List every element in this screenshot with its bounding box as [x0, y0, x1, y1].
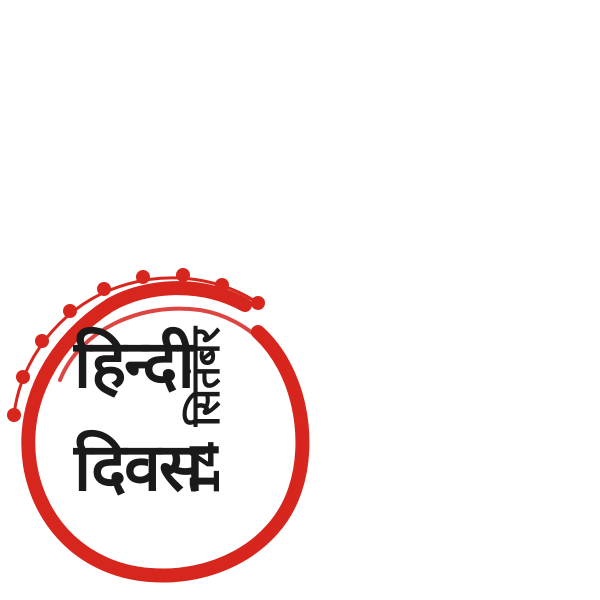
hindi-diwas-logo	[0, 250, 330, 590]
brush-circle-icon	[0, 250, 330, 590]
logo-title-line-2: दिवस	[74, 429, 202, 506]
logo-title-line-1: हिन्दी	[74, 326, 193, 403]
logo-date: 14 सितंबर	[183, 327, 229, 496]
